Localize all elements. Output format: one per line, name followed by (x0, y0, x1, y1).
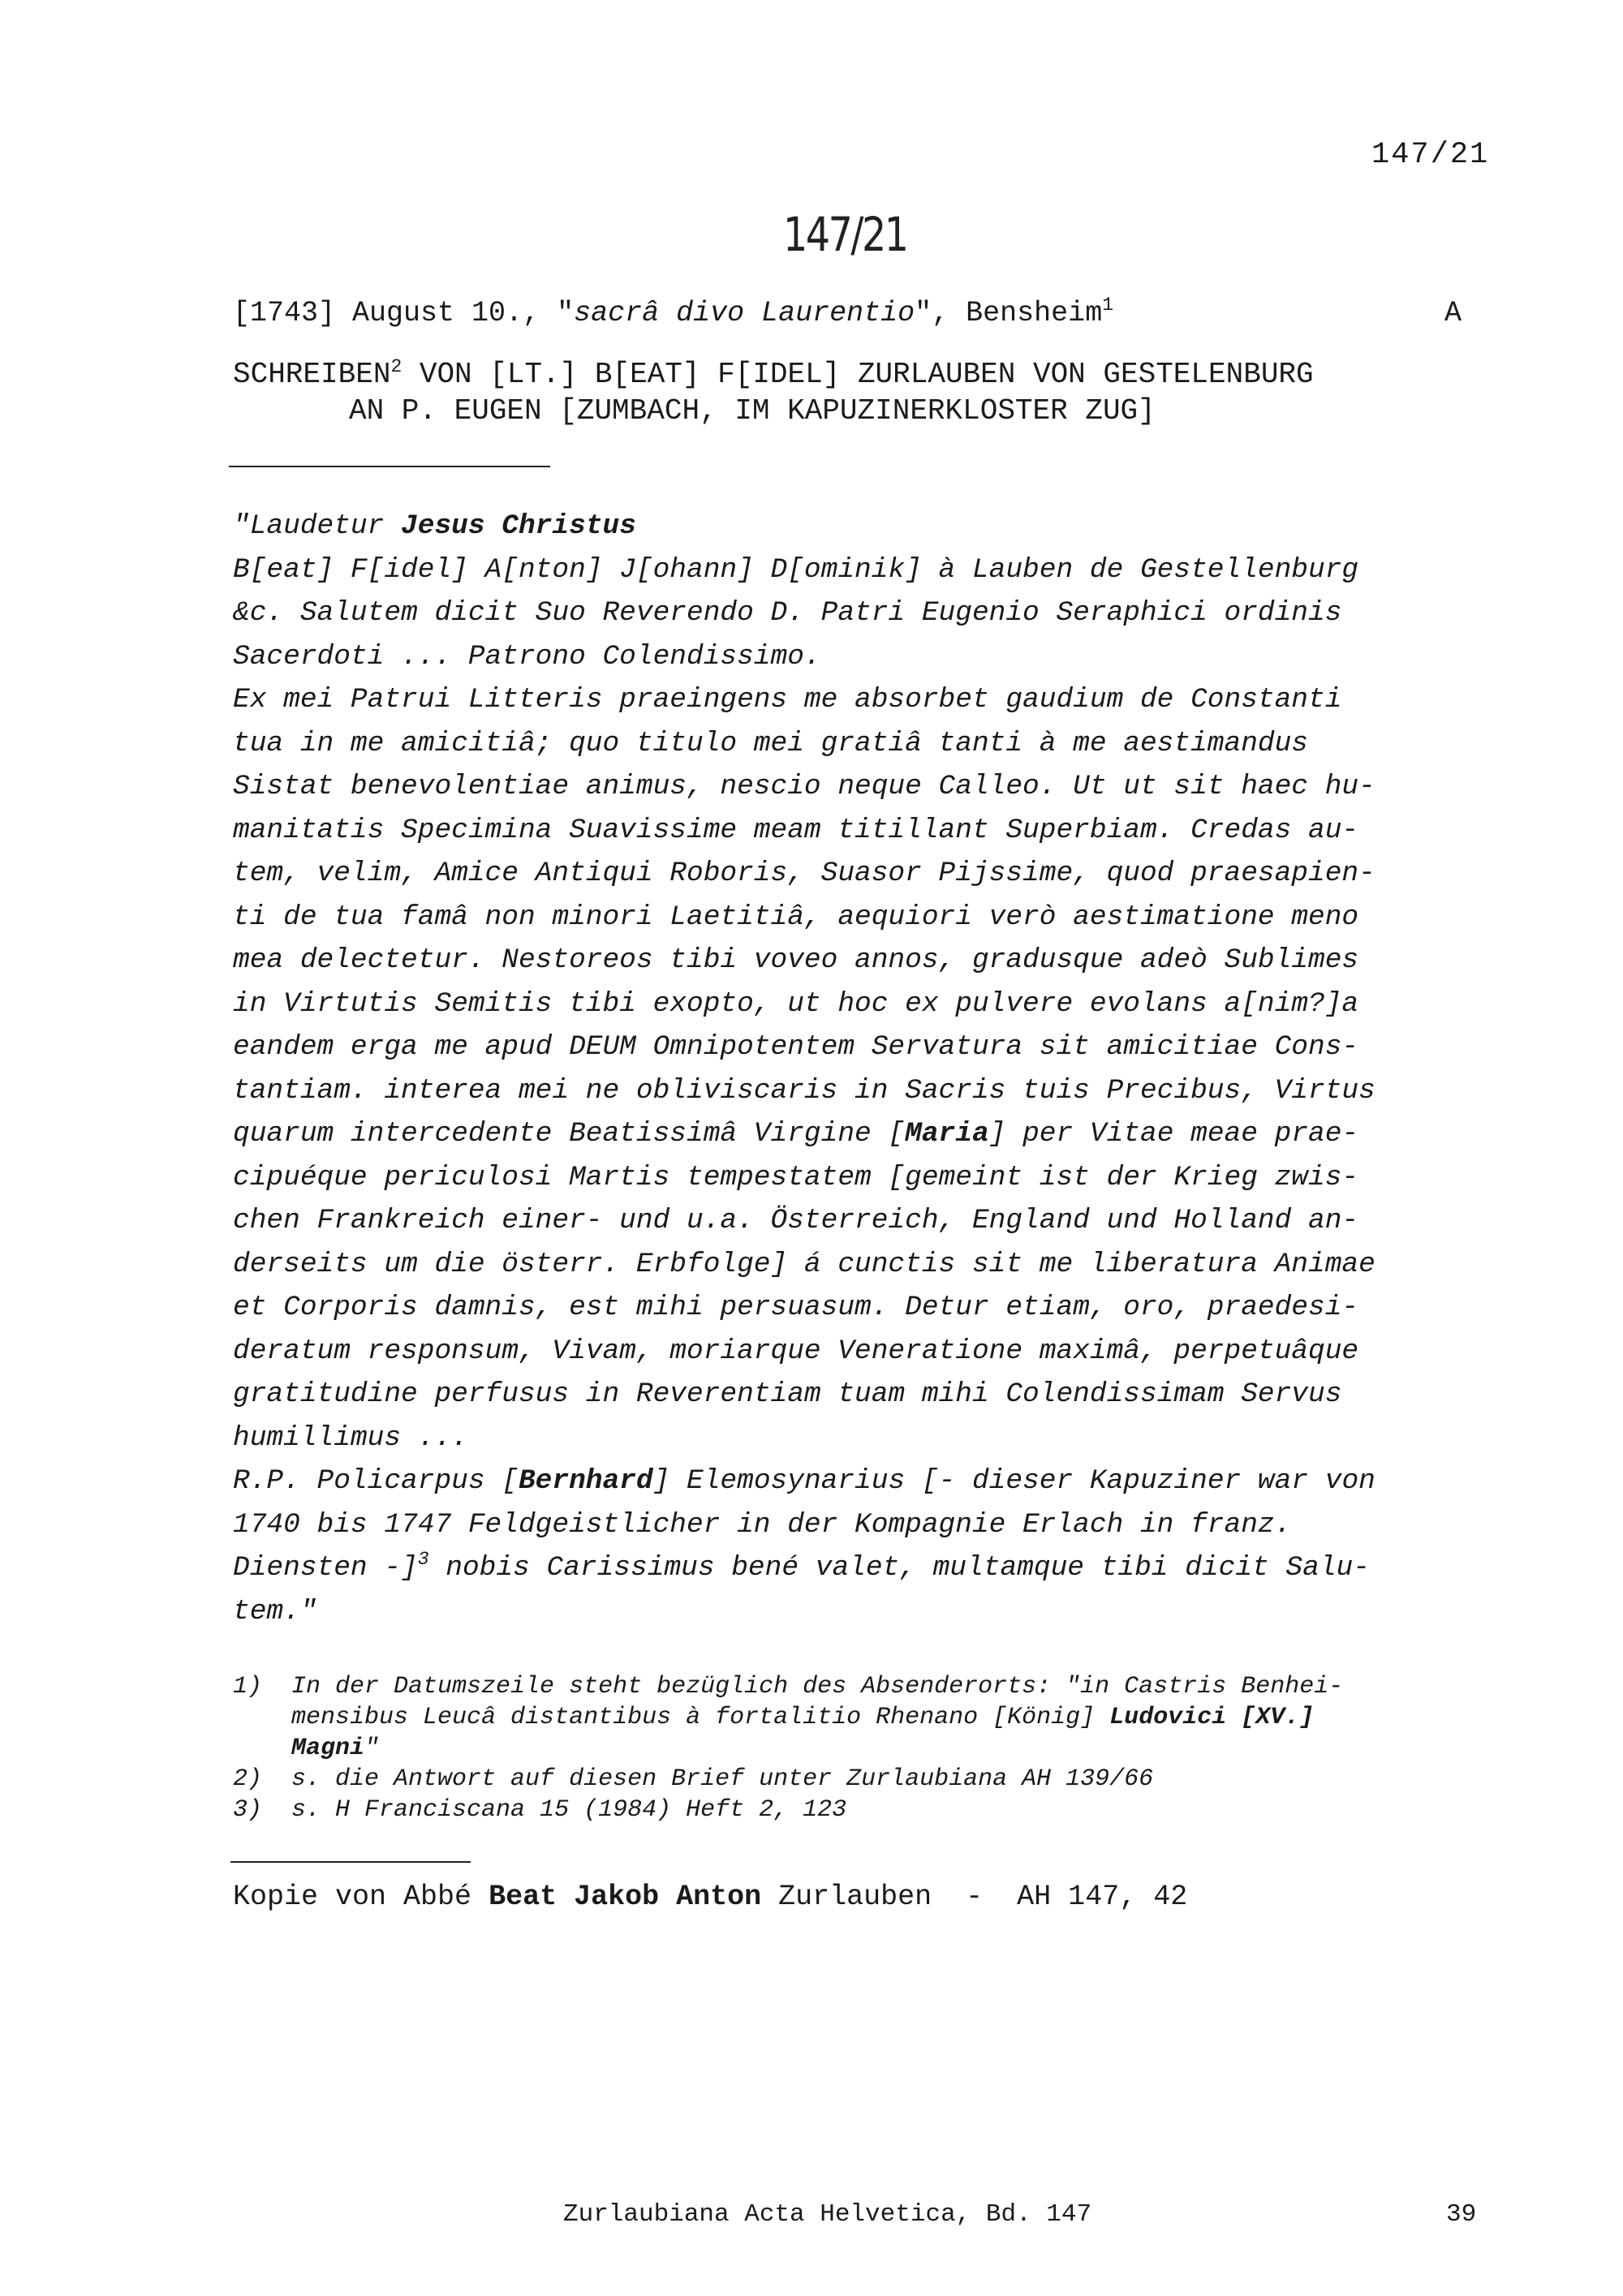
body-line: cipuéque periculosi Martis tempestatem [gemeint ist der Krieg zwis- (233, 1161, 1359, 1193)
footnote-bold: Ludovici [XV.] (1109, 1704, 1315, 1731)
body-line: Ex mei Patrui Litteris praeingens me absorbet gaudium de Constanti (233, 684, 1342, 716)
body-line (233, 1460, 1499, 1503)
footnote-mark-1: 1 (1102, 295, 1114, 316)
body-line: gratitudine perfusus in Reverentiam tuam mihi Colendissimam Servus (233, 1378, 1342, 1410)
footnote-text: mensibus Leucâ distantibus à fortalitio Rhenano [König] (233, 1704, 1110, 1731)
body-text-span: R.P. Policarpus [ (233, 1465, 519, 1497)
date-suffix: ", Bensheim (915, 297, 1103, 329)
body-line: et Corporis damnis, est mihi persuasum. Detur etiam, oro, praedesi- (233, 1292, 1359, 1323)
body-line (233, 505, 1499, 548)
footnote-bold: Magni (291, 1735, 365, 1762)
copy-author: Beat Jakob Anton (489, 1881, 762, 1913)
body-line: eandem erga me apud DEUM Omnipotentem Servatura sit amicitiae Cons- (233, 1031, 1359, 1063)
body-line: mea delectetur. Nestoreos tibi voveo annos, gradusque adeò Sublimes (233, 944, 1359, 976)
title-divider (229, 466, 550, 467)
body-line: derseits um die österr. Erbfolge] á cunctis sit me liberatura Animae (233, 1248, 1375, 1280)
footnote-2: 2) s. die Antwort auf diesen Brief unter Zurlaubiana AH 139/66 (233, 1765, 1154, 1793)
document-number: 147/21 (783, 207, 907, 262)
body-line (233, 1546, 1499, 1590)
title-part-1: SCHREIBEN (233, 358, 391, 391)
title-line-1 (233, 358, 1314, 391)
footnote-text: " (364, 1735, 380, 1762)
body-text-span: ] Elemosynarius [- dieser Kapuziner war von (652, 1465, 1375, 1497)
body-line: chen Frankreich einer- und u.a. Österreich, England und Holland an- (233, 1205, 1359, 1236)
body-text-span: nobis Carissimus bené valet, multamque tibi dicit Salu- (428, 1552, 1370, 1584)
copy-source-line (233, 1881, 1187, 1913)
footnote-mark-3: 3 (417, 1549, 429, 1570)
body-line: &c. Salutem dicit Suo Reverendo D. Patri Eugenio Seraphici ordinis (233, 597, 1342, 629)
body-line: humillimus ... (233, 1421, 468, 1454)
footnote-indent (233, 1735, 291, 1762)
copy-text: Zurlauben - AH 147, 42 (761, 1881, 1188, 1913)
letter-body (233, 505, 1499, 1633)
body-line: manitatis Specimina Suavissime meam titillant Superbiam. Credas au- (233, 814, 1359, 846)
body-line: in Virtutis Semitis tibi exopto, ut hoc ex pulvere evolans a[nim?]a (233, 987, 1359, 1020)
body-line: tua in me amicitiâ; quo titulo mei gratiâ tanti à me aestimandus (233, 727, 1309, 759)
footer-title: Zurlaubiana Acta Helvetica, Bd. 147 (563, 2200, 1092, 2229)
body-line: tem, velim, Amice Antiqui Roboris, Suasor Pijssime, quod praesapien- (233, 858, 1375, 889)
body-line: deratum responsum, Vivam, moriarque Veneratione maximâ, perpetuâque (233, 1335, 1359, 1367)
title-line-2: AN P. EUGEN [ZUMBACH, IM KAPUZINERKLOSTER ZUG] (349, 394, 1156, 428)
copy-text: Kopie von Abbé (233, 1881, 489, 1913)
letter-marker: A (1444, 297, 1462, 329)
body-bold-span: Bernhard (518, 1465, 653, 1497)
footer-page-number: 39 (1446, 2200, 1477, 2229)
body-line: tantiam. interea mei ne obliviscaris in Sacris tuis Precibus, Virtus (233, 1074, 1375, 1107)
body-line: tem." (233, 1595, 317, 1627)
footnote-1-line-2 (233, 1702, 1314, 1733)
title-part-2: VON [LT.] B[EAT] F[IDEL] ZURLAUBEN VON GESTELENBURG (402, 358, 1314, 391)
date-line (233, 297, 1113, 329)
body-text-span: Diensten -] (233, 1552, 418, 1584)
body-text-span: "Laudetur (233, 510, 402, 542)
footnote-mark-2: 2 (390, 356, 403, 377)
body-text-span: ] per Vitae meae prae- (988, 1118, 1359, 1150)
date-prefix: [1743] August 10., " (233, 297, 575, 329)
body-line: 1740 bis 1747 Feldgeistlicher in der Kompagnie Erlach in franz. (233, 1508, 1292, 1541)
body-bold-span: Jesus Christus (401, 510, 636, 542)
date-italic: sacrâ divo Laurentio (574, 297, 915, 329)
copy-divider (230, 1861, 471, 1863)
footnote-3: 3) s. H Franciscana 15 (1984) Heft 2, 123 (233, 1796, 847, 1824)
body-line: ti de tua famâ non minori Laetitiâ, aequiori verò aestimatione meno (233, 901, 1359, 933)
body-line (233, 1112, 1499, 1156)
footnote-1-line-3 (233, 1733, 379, 1764)
footnote-1-line-1: 1) In der Datumszeile steht bezüglich des Absenderorts: "in Castris Benhei- (233, 1673, 1344, 1701)
body-bold-span: Maria (905, 1118, 989, 1150)
body-line: Sistat benevolentiae animus, nescio neque Calleo. Ut ut sit haec hu- (233, 771, 1375, 802)
body-line: B[eat] F[idel] A[nton] J[ohann] D[ominik] à Lauben de Gestellenburg (233, 553, 1359, 586)
page-reference: 147/21 (1371, 138, 1490, 172)
body-line: Sacerdoti ... Patrono Colendissimo. (233, 640, 821, 673)
body-text-span: quarum intercedente Beatissimâ Virgine [ (233, 1118, 906, 1150)
